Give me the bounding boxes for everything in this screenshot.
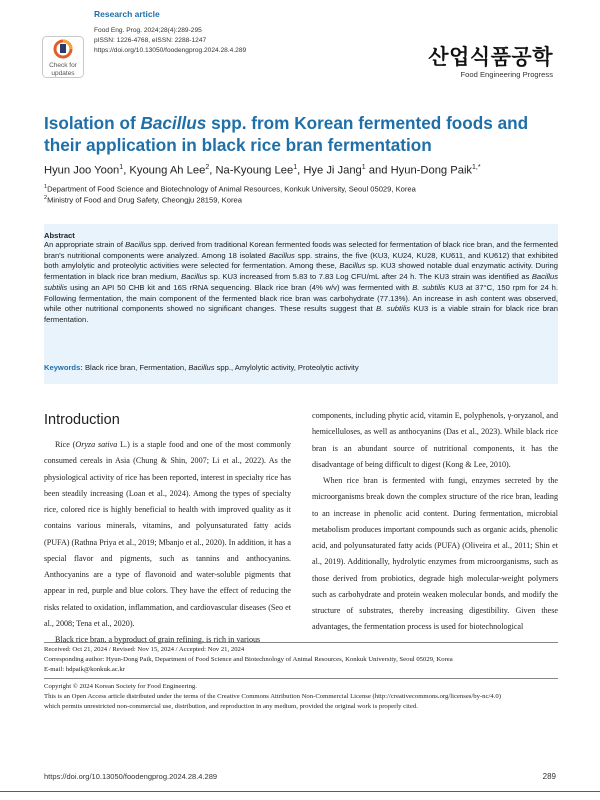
body-column-right: [312, 408, 558, 636]
section-heading-introduction: Introduction: [44, 412, 120, 428]
journal-name-english: Food Engineering Progress: [460, 70, 553, 79]
corresponding-author: Corresponding author: Hyun-Dong Paik, Department of Food Science and Biotechnology of Animal Resources, Konkuk University, Seoul 05029, Korea: [44, 656, 453, 663]
paragraph: Black rice bran, a byproduct of grain refining, is rich in various: [55, 635, 261, 644]
author-name: Na-Kyoung Lee: [215, 164, 294, 177]
affiliation: $^1$Department of Food Science and Biotechnology of Animal Resources, Konkuk University, Seoul 05029, Korea: [44, 184, 416, 194]
issn: pISSN: 1226-4768, eISSN: 2288-1247: [94, 37, 207, 44]
affiliation: $^2$Ministry of Food and Drug Safety, Cheongju 28159, Korea: [44, 195, 242, 205]
paragraph: components, including phytic acid, vitamin E, polyphenols, γ-oryzanol, and hemicelluloses, as well as anthocyanins (Das et al., 2023). While black rice bran is an abundant source of nutritional components, it has the disadvantage of being difficult to digest (Kong & Lee, 2010).: [312, 411, 558, 469]
corresponding-email[interactable]: E-mail: hdpaik@konkuk.ac.kr: [44, 666, 126, 673]
author-name: Hyun-Dong Paik: [390, 164, 473, 177]
author-list: Hyun Joo Yoon$^1$, Kyoung Ah Lee$^2$, Na-Kyoung Lee$^1$, Hye Ji Jang$^1$ and Hyun-Dong Paik$^{1,*}$: [44, 164, 481, 177]
abstract-heading: Abstract: [44, 231, 75, 240]
author-name: Hyun Joo Yoon: [44, 164, 120, 177]
author-name: Kyoung Ah Lee: [129, 164, 206, 177]
footer-doi-link[interactable]: https://doi.org/10.13050/foodengprog.2024.28.4.289: [44, 772, 218, 781]
abstract-text: An appropriate strain of Bacillus spp. derived from traditional Korean fermented foods was selected for fermentation of black rice bran, and the fermented bran's nutritional components were analyzed. Among 18 isolated Bacillus spp. strains, the five (KU3, KU24, KU28, KU611, and KU612) that exhibited both amylolytic and proteolytic activities were selected for fermentation. Among these, Bacillus sp. KU3 showed notable dual enzymatic activity. During fermentation in black rice bran medium, Bacillus sp. KU3 increased from 5.83 to 7.83 Log CFU/mL after 24 h. The KU3 strain was identified as Bacillus subtilis using an API 50 CHB kit and 16S rRNA sequencing. Black rice bran (4% w/v) was fermented with B. subtilis KU3 at 37°C, 150 rpm for 24 h. Following fermentation, the main component of the fermented black rice bran was carbohydrate (77.13%). An increase in ash content was observed, while other nutritional components showed no significant changes. These results suggest that B. subtilis KU3 is a viable strain for black rice bran fermentation.: [44, 240, 559, 324]
keywords: Keywords: Black rice bran, Fermentation, Bacillus spp., Amylolytic activity, Proteolytic activity: [44, 363, 359, 372]
bottom-rule: [0, 791, 600, 792]
body-column-left: [44, 437, 291, 648]
check-for-updates-label: Check for updates: [49, 62, 77, 77]
citation: Food Eng. Prog. 2024;28(4):289-295: [94, 27, 202, 34]
page-number: 289: [542, 772, 556, 781]
article-type: Research article: [94, 9, 160, 19]
license-text: This is an Open Access article distributed under the terms of the Creative Commons Attribution Non-Commercial License (http://creativecommons.org/licenses/by-nc/4.0): [44, 693, 501, 700]
footer-divider: [44, 642, 558, 643]
journal-name-korean: 산업식품공학: [428, 46, 553, 69]
article-dates: Received: Oct 21, 2024 / Revised: Nov 15, 2024 / Accepted: Nov 21, 2024: [44, 646, 245, 653]
copyright: Copyright © 2024 Korean Society for Food Engineering.: [44, 683, 197, 690]
header-doi-link[interactable]: https://doi.org/10.13050/foodengprog.2024.28.4.289: [94, 47, 247, 54]
article-title: Isolation of Bacillus spp. from Korean fermented foods and their application in black rice bran fermentation: [44, 113, 529, 155]
footer-divider: [44, 678, 558, 679]
paragraph: Rice (Oryza sativa L.) is a staple food and one of the most commonly consumed cereals in Asia (Chung & Shin, 2007; Li et al., 2022). As the physiological activity of rice has been reported, interest in specialty rice has been steadily increasing (Loan et al., 2024). Among the types of specialty rice, colored rice is highly beneficial to health with improved quality as it contains various minerals, vitamins, and polyunsaturated fatty acids (PUFA) (Rathna Priya et al., 2019; Mbanjo et al., 2020). In addition, it has a special flavor and pigments, such as tannins and anthocyanins. Anthocyanins are a type of flavonoid and water-soluble pigments that appear in red, purple and blue colors. They have the effect of reducing the risks related to oxidation, inflammation, and cardiovascular diseases (Seo et al., 2008; Tena et al., 2020).: [44, 440, 291, 628]
paragraph: When rice bran is fermented with fungi, enzymes secreted by the microorganisms break down the complex structure of the rice bran, leading to an increase in phenolic acid content. During fermentation, microbial metabolism produces important compounds such as organic acids, phenolic acid, and polyunsaturated fatty acids (PUFA) (Oliveira et al., 2011; Shin et al., 2019). Additionally, hydrolytic enzymes from microorganisms, such as those derived from probiotics, degrade high molecular-weight polymers such as carbohydrate and protein weaken molecular bonds, and modify the structure of substrates, thereby increasing digestibility. Given these advantages, the fermentation process is used for biotechnological: [312, 476, 558, 632]
license-text: which permits unrestricted non-commercial use, distribution, and reproduction in any medium, provided the original work is properly cited.: [44, 703, 418, 710]
author-name: Hye Ji Jang: [303, 164, 362, 177]
